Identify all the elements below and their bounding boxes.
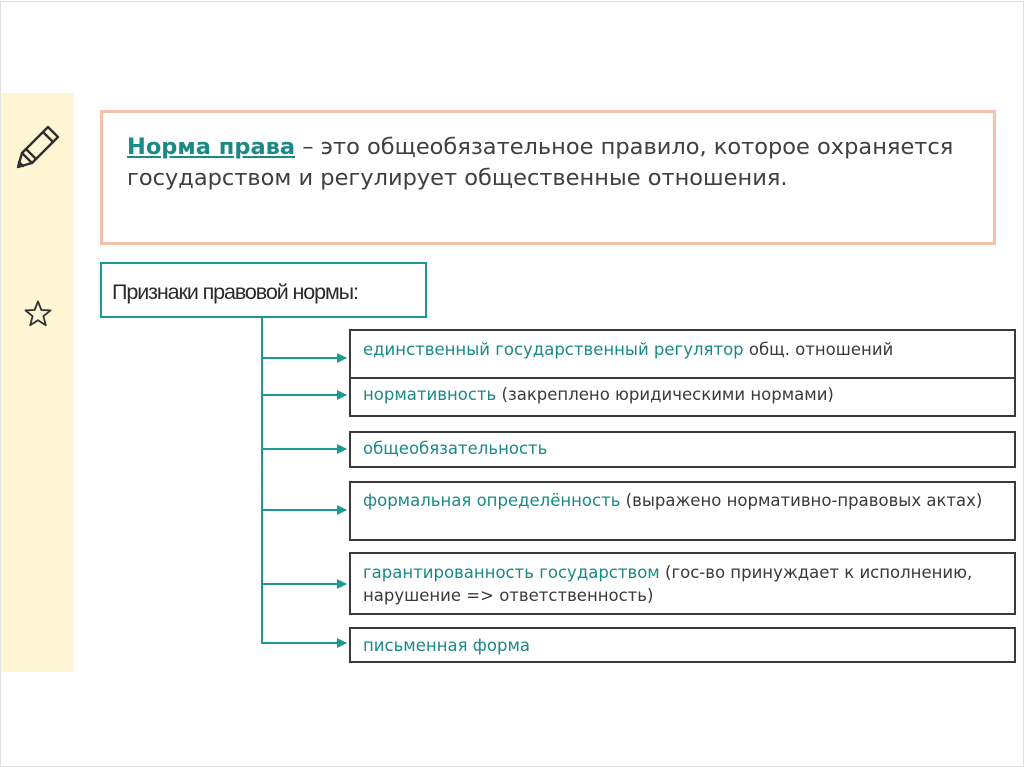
- feature-item: [349, 329, 1016, 379]
- feature-detail: (выражено нормативно-правовых актах): [620, 491, 983, 510]
- feature-item: [349, 627, 1016, 663]
- feature-detail: общ. отношений: [743, 340, 894, 359]
- feature-detail: (гос-во принуждает к исполнению, нарушение => ответственность): [363, 563, 973, 605]
- features-title: Признаки правовой нормы:: [112, 280, 358, 304]
- features-title-box: [100, 262, 427, 318]
- pencil-icon: [10, 119, 66, 175]
- feature-term: письменная форма: [363, 636, 530, 655]
- star-icon: [23, 299, 53, 329]
- definition-body: – это общеобязательное правило, которое охраняется государством и регулирует общественные отношения.: [127, 134, 954, 191]
- definition-box: [100, 110, 996, 245]
- feature-term: нормативность: [363, 385, 497, 404]
- feature-item: [349, 377, 1016, 417]
- feature-term: формальная определённость: [363, 491, 621, 510]
- feature-item: [349, 431, 1016, 468]
- definition-text: [127, 132, 971, 194]
- side-band: [1, 93, 73, 672]
- definition-term: Норма права: [127, 134, 296, 160]
- feature-item: [349, 481, 1016, 541]
- feature-term: единственный государственный регулятор: [363, 340, 744, 359]
- feature-detail: (закреплено юридическими нормами): [496, 385, 834, 404]
- feature-term: общеобязательность: [363, 439, 548, 458]
- feature-item: [349, 552, 1016, 615]
- feature-term: гарантированность государством: [363, 563, 660, 582]
